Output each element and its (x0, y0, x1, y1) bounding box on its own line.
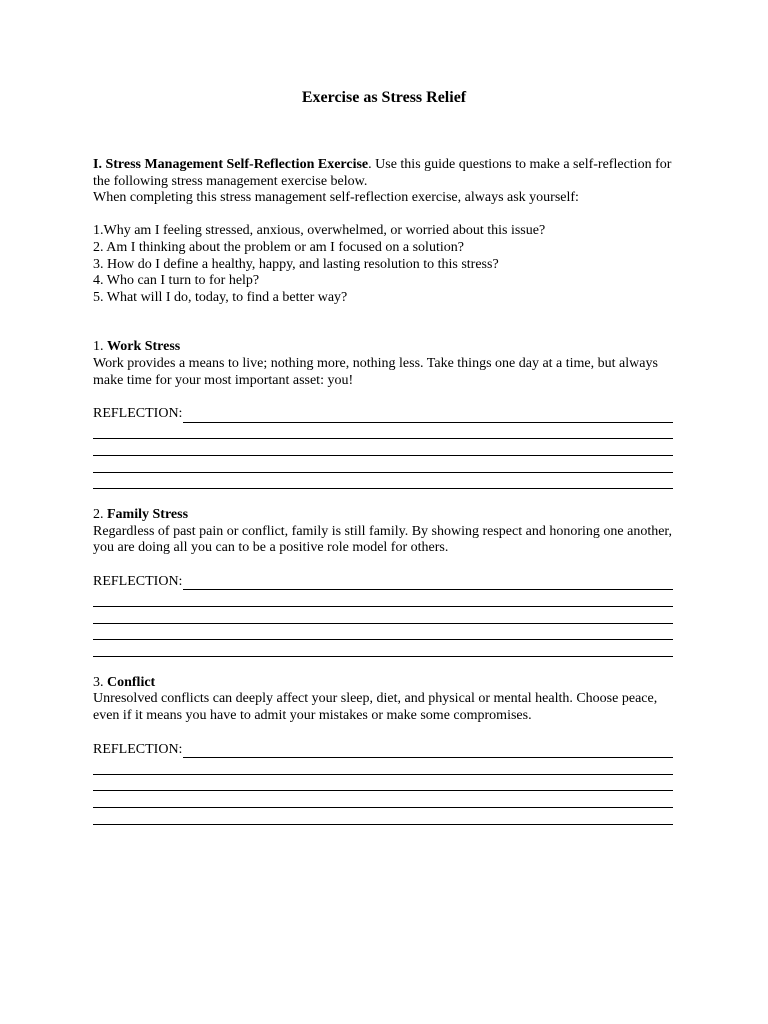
reflection-area[interactable] (93, 742, 673, 825)
intro-instruction: When completing this stress management self-reflection exercise, always ask yourself: (93, 190, 579, 206)
reflection-first-line[interactable] (93, 742, 673, 759)
section-heading (93, 339, 675, 356)
reflection-area[interactable] (93, 406, 673, 489)
reflection-rule[interactable] (93, 456, 673, 473)
section-heading (93, 675, 675, 692)
section-number: 1. (93, 339, 104, 355)
section-heading (93, 507, 675, 524)
question-item: 1.Why am I feeling stressed, anxious, overwhelmed, or worried about this issue? (93, 223, 546, 239)
reflection-rule[interactable] (93, 473, 673, 490)
question-item: 2. Am I thinking about the problem or am I focused on a solution? (93, 239, 464, 255)
reflection-rule[interactable] (93, 607, 673, 624)
reflection-rule[interactable] (93, 439, 673, 456)
question-item: 5. What will I do, today, to find a better way? (93, 289, 348, 305)
section-body: Work provides a means to live; nothing more, nothing less. Take things one day at a time, but always make time for your most important asset: you! (93, 355, 658, 388)
section-body: Regardless of past pain or conflict, family is still family. By showing respect and honoring one another, you are doing all you can to be a positive role model for others. (93, 523, 673, 556)
reflection-rule[interactable] (183, 409, 673, 423)
intro-paragraph (93, 157, 675, 190)
reflection-rule[interactable] (93, 791, 673, 808)
reflection-rule[interactable] (93, 624, 673, 641)
reflection-rule[interactable] (93, 758, 673, 775)
reflection-rule[interactable] (183, 576, 673, 590)
intro-heading-suffix: . Use this guide questions to make a self-reflection for the following stress management exercise below. (93, 157, 672, 189)
reflection-area[interactable] (93, 574, 673, 657)
section-work-stress (93, 339, 675, 489)
reflection-first-line[interactable] (93, 406, 673, 423)
reflection-rule[interactable] (183, 744, 673, 758)
section-title: Work Stress (107, 339, 181, 355)
reflection-rule[interactable] (93, 590, 673, 607)
question-item: 3. How do I define a healthy, happy, and lasting resolution to this stress? (93, 256, 499, 272)
section-body: Unresolved conflicts can deeply affect your sleep, diet, and physical or mental health. Choose peace, even if it means you have to admit your mistakes or make some compromises. (93, 691, 658, 724)
section-number: 3. (93, 674, 104, 690)
reflection-first-line[interactable] (93, 574, 673, 591)
reflection-label: REFLECTION: (93, 741, 183, 757)
reflection-rule[interactable] (93, 808, 673, 825)
reflection-label: REFLECTION: (93, 573, 183, 589)
reflection-rule[interactable] (93, 423, 673, 440)
reflection-rule[interactable] (93, 640, 673, 657)
question-list (93, 223, 675, 306)
section-number: 2. (93, 507, 104, 523)
question-item: 4. Who can I turn to for help? (93, 273, 260, 289)
document-content (93, 157, 675, 825)
document-title: Exercise as Stress Relief (301, 89, 467, 106)
intro-heading: I. Stress Management Self-Reflection Exercise (93, 157, 369, 172)
section-title: Conflict (107, 674, 156, 690)
section-title: Family Stress (107, 507, 189, 523)
section-conflict (93, 675, 675, 825)
section-family-stress (93, 507, 675, 657)
reflection-label: REFLECTION: (93, 406, 183, 422)
reflection-rule[interactable] (93, 775, 673, 792)
intro-block (93, 157, 675, 306)
